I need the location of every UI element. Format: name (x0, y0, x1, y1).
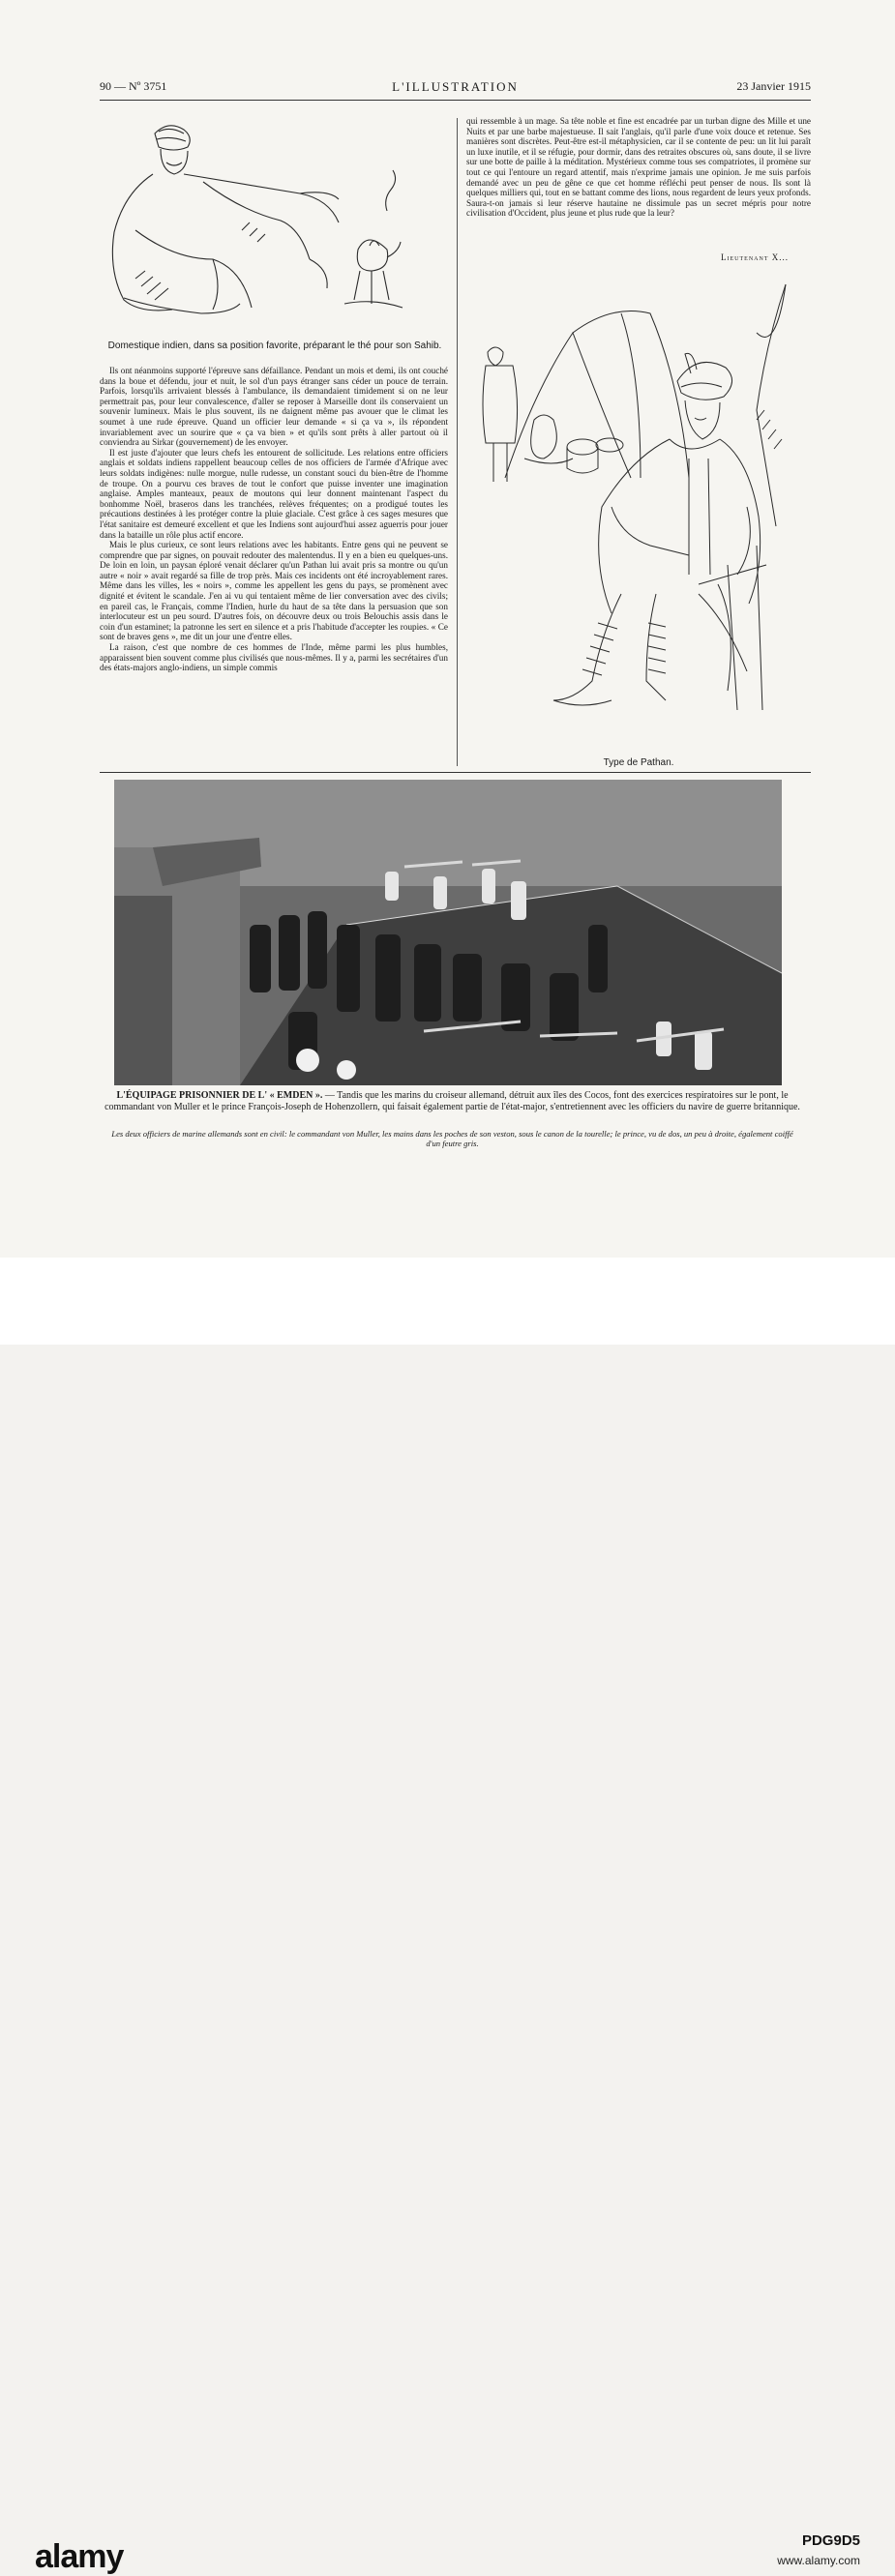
sketch-pathan (466, 275, 811, 725)
newspaper-page (0, 0, 895, 1258)
page-number: 90 — Nº 3751 (100, 79, 167, 93)
paragraph: Il est juste d'ajouter que leurs chefs les entourent de sollicitude. Les relations entre officiers anglais et soldats indiens rappellent beaucoup celles de nos officiers de l'armée d'Afrique avec leurs soldats indigènes: nulle morgue, nulle rudesse, un constant souci du bien-être de l'homme de troupe. On a pourvu ces braves de tout le confort que puisse inventer une imagination anglaise. Amples manteaux, peaux de moutons qui leur donnent maintenant l'aspect du bonhomme Noël, braseros dans les tranchées, relèves fréquentes; on a prodigué toutes les précautions destinées à les protéger contre la pluie glaciale. C'est grâce à ces sages mesures que l'état sanitaire est demeuré excellent et que les Indiens sont aujourd'hui assez aguerris pour jouer dans la bataille un rôle plus actif encore. (100, 447, 448, 540)
paragraph: La raison, c'est que nombre de ces hommes de l'Inde, même parmi les plus humbles, apparaissent bien souvent comme plus civilisés que nous-mêmes. Il y a, parmi les secrétaires d'un des états-majors anglo-indiens, un simple commis (100, 642, 448, 673)
illustration-pathan (466, 275, 811, 725)
publication-title: L'ILLUSTRATION (392, 79, 519, 94)
photograph-emden-crew (114, 780, 782, 1085)
photo-deck-scene (114, 780, 782, 1085)
right-column-text (466, 116, 811, 261)
page-header (100, 79, 811, 97)
header-rule (100, 100, 811, 101)
figure1-caption: Domestique indien, dans sa position favorite, préparant le thé pour son Sahib. (107, 341, 442, 351)
sketch-servant (97, 114, 443, 335)
column-divider (457, 118, 458, 766)
paragraph: Ils ont néanmoins supporté l'épreuve sans défaillance. Pendant un mois et demi, ils ont couché dans la boue et défendu, jour et nuit, le sol d'un pays étranger sans céder un pouce de terrain. Parfois, lorsqu'ils arrivaient blessés à l'ambulance, ils demandaient timidement si on ne leur permettrait pas, pour leur convalescence, d'aller se reposer à Marseille dont ils conservaient un souvenir lumineux. Mais le plus souvent, ils ne daignent même pas avouer que le climat les soumet à une rude épreuve. Quand un officier leur demande « si ça va », ils répondent invariablement avec un sourire que « ça va bien » et qu'ils sont prêts à aller partout où il conviendra au Sirkar (gouvernement) de les envoyer. (100, 366, 448, 448)
watermark-footer (0, 1258, 895, 2575)
photo-caption-text: — Tandis que les marins du croiseur allemand, détruit aux îles des Cocos, font des exercices respiratoires sur le pont, le commandant von Muller et le prince François-Joseph de Hohenzollern, qui faisait également partie de l'état-major, s'entretiennent avec les officiers du navire de guerre britannique. (104, 1090, 800, 1112)
watermark-url: www.alamy.com (777, 2554, 860, 2567)
illustration-indian-servant (97, 114, 443, 335)
author-signature: Lieutenant X... (721, 252, 789, 262)
alamy-logo: alamy (35, 2538, 124, 2575)
photo-caption-title: L'ÉQUIPAGE PRISONNIER DE L' « EMDEN ». (116, 1090, 323, 1101)
photo-subcaption: Les deux officiers de marine allemands sont en civil: le commandant von Muller, les mains dans les poches de son veston, sous le canon de la tourelle; le prince, vu de dos, un peu à droite, également coiffé d'un feutre gris. (111, 1129, 793, 1148)
left-column-text (100, 366, 448, 764)
issue-date: 23 Janvier 1915 (736, 79, 811, 93)
figure2-caption: Type de Pathan. (603, 757, 674, 768)
paragraph: Mais le plus curieux, ce sont leurs relations avec les habitants. Entre gens qui ne peuvent se comprendre que par signes, on pouvait redouter des malentendus. Il y en a bien eu quelques-uns. De loin en loin, un paysan éploré venait déclarer qu'un Pathan lui avait pris sa montre ou qu'un autre « noir » avait regardé sa fille de trop près. Mais ces incidents ont été incroyablement rares. Même dans les villes, les « noirs », comme les appellent les gens du pays, se promènent avec dignité et évitent le scandale. J'en ai vu qui tentaient même de lier conversation avec des civils; en pareil cas, le Français, comme l'Indien, hurle du haut de sa tête dans la persuasion que son interlocuteur est un peu sourd. D'autres fois, on découvre deux ou trois Belouchis assis dans le coin d'un estaminet; la patronne les sert en silence et a pris l'habitude d'accepter les roupies. « Ce sont de braves gens », me dit un jour une d'entre elles. (100, 540, 448, 642)
paragraph: qui ressemble à un mage. Sa tête noble et fine est encadrée par un turban digne des Mille et une Nuits et par une barbe majestueuse. Il sait l'anglais, qu'il parle d'une voix douce et retenue. Ses manières sont discrètes. Peut-être est-il métaphysicien, car il se contente de peu: un lit lui paraît un luxe inutile, et il se réfugie, pour dormir, dans des retraites obscures où, sans doute, il se livre sur une botte de paille à la méditation. Mystérieux comme tous ses compatriotes, il promène sur tout ce qui l'entoure un regard attentif, mais n'exprime jamais une opinion. Je me suis parfois demandé avec un peu de gêne ce que cet homme réfléchi peut penser de nous. Ils sont là quelques milliers qui, tout en se battant comme des lions, nous regardent de leurs yeux profonds. Saura-t-on jamais si leur réserve hautaine ne dissimule pas un secret mépris pour notre civilisation d'Occident, plus jeune et plus rude que la leur? (466, 116, 811, 219)
photo-caption (97, 1090, 808, 1112)
section-rule (100, 772, 811, 773)
image-id: PDG9D5 (801, 2532, 860, 2549)
